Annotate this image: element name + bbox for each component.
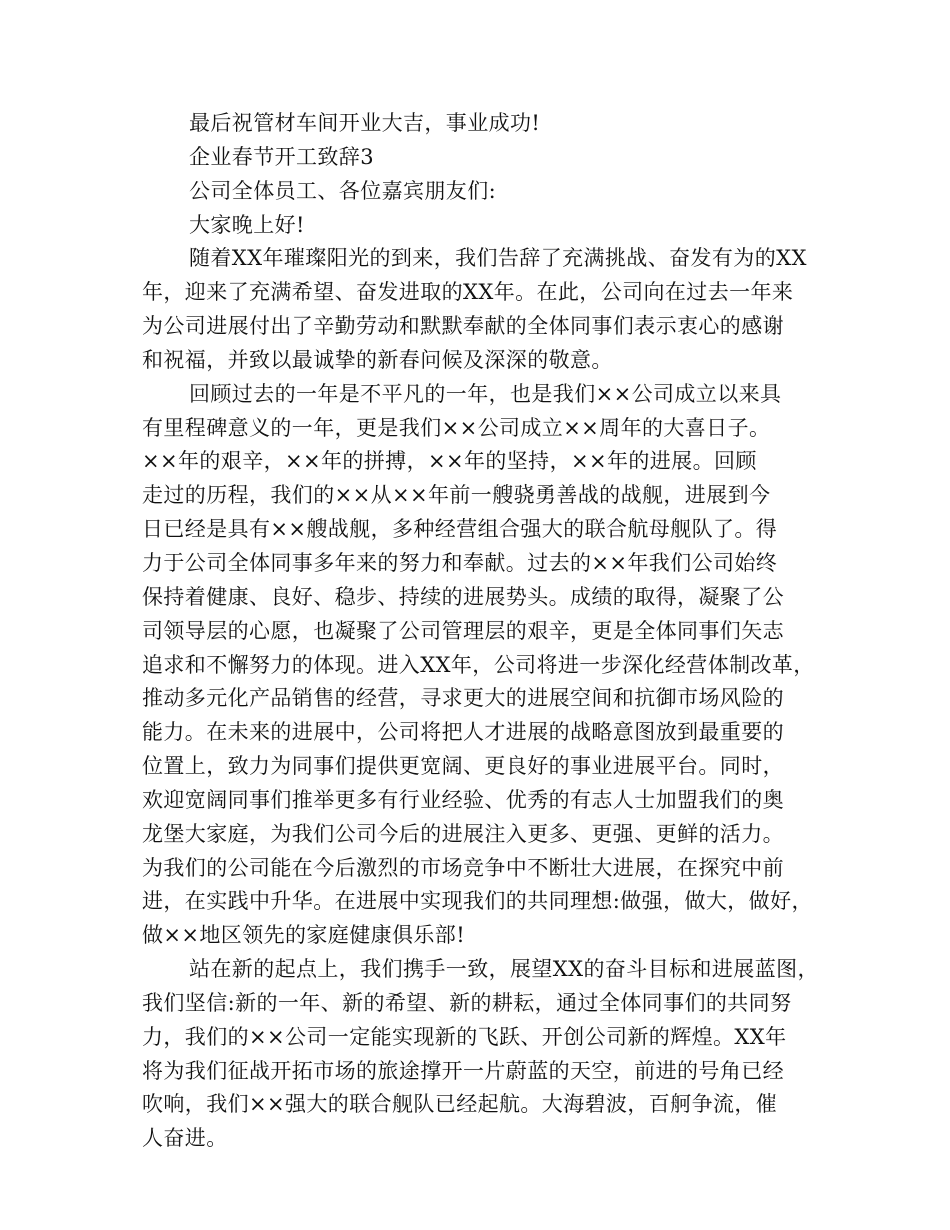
text-line: 回顾过去的一年是不平凡的一年，也是我们××公司成立以来具 [189, 381, 782, 406]
text-line: 位置上，致力为同事们提供更宽阔、更良好的事业进展平台。同时， [142, 754, 784, 779]
document-body [142, 107, 822, 1156]
text-line: 站在新的起点上，我们携手一致，展望XX的奋斗目标和进展蓝图， [189, 957, 819, 982]
text-line: 为公司进展付出了辛勤劳动和默默奉献的全体同事们表示衷心的感谢 [142, 314, 784, 339]
text-line: 进，在实践中升华。在进展中实现我们的共同理想:做强，做大，做好， [142, 889, 813, 914]
text-line: 年，迎来了充满希望、奋发进取的XX年。在此，公司向在过去一年来 [142, 280, 794, 305]
text-line: 有里程碑意义的一年，更是我们××公司成立××周年的大喜日子。 [142, 415, 771, 440]
text-line: 司领导层的心愿，也凝聚了公司管理层的艰辛，更是全体同事们矢志 [142, 618, 784, 643]
text-line: 公司全体员工、各位嘉宾朋友们: [189, 178, 497, 203]
text-line: 追求和不懈努力的体现。进入XX年，公司将进一步深化经营体制改革， [142, 652, 815, 677]
text-line: 能力。在未来的进展中，公司将把人才进展的战略意图放到最重要的 [142, 720, 784, 745]
text-line: 随着XX年璀璨阳光的到来，我们告辞了充满挑战、奋发有为的XX [189, 246, 807, 271]
text-line: 力于公司全体同事多年来的努力和奉献。过去的××年我们公司始终 [142, 550, 778, 575]
text-line: 和祝福，并致以最诚挚的新春问候及深深的敬意。 [142, 347, 613, 372]
text-line: 欢迎宽阔同事们推举更多有行业经验、优秀的有志人士加盟我们的奥 [142, 787, 784, 812]
text-line: 走过的历程，我们的××从××年前一艘骁勇善战的战舰，进展到今 [142, 483, 771, 508]
text-line: 企业春节开工致辞3 [189, 144, 374, 169]
text-line: 吹响，我们××强大的联合舰队已经起航。大海碧波，百舸争流，催 [142, 1092, 778, 1117]
text-line: 龙堡大家庭，为我们公司今后的进展注入更多、更强、更鲜的活力。 [142, 821, 784, 846]
text-line: 为我们的公司能在今后激烈的市场竞争中不断壮大进展，在探究中前 [142, 855, 784, 880]
text-line: 保持着健康、良好、稳步、持续的进展势头。成绩的取得，凝聚了公 [142, 584, 784, 609]
text-line: 大家晚上好! [189, 212, 305, 237]
text-line: 日已经是具有××艘战舰，多种经营组合强大的联合航母舰队了。得 [142, 517, 778, 542]
text-line: 将为我们征战开拓市场的旅途撑开一片蔚蓝的天空，前进的号角已经 [142, 1058, 784, 1083]
text-line: 推动多元化产品销售的经营，寻求更大的进展空间和抗御市场风险的 [142, 686, 784, 711]
text-line: 最后祝管材车间开业大吉，事业成功! [189, 111, 541, 135]
text-line: ××年的艰辛，××年的拼搏，××年的坚持，××年的进展。回顾 [142, 449, 757, 474]
text-line: 做××地区领先的家庭健康俱乐部! [142, 923, 466, 948]
text-line: 我们坚信:新的一年、新的希望、新的耕耘，通过全体同事们的共同努 [142, 990, 792, 1015]
text-line: 人奋进。 [142, 1126, 228, 1151]
text-line: 力，我们的××公司一定能实现新的飞跃、开创公司新的辉煌。XX年 [142, 1024, 787, 1049]
